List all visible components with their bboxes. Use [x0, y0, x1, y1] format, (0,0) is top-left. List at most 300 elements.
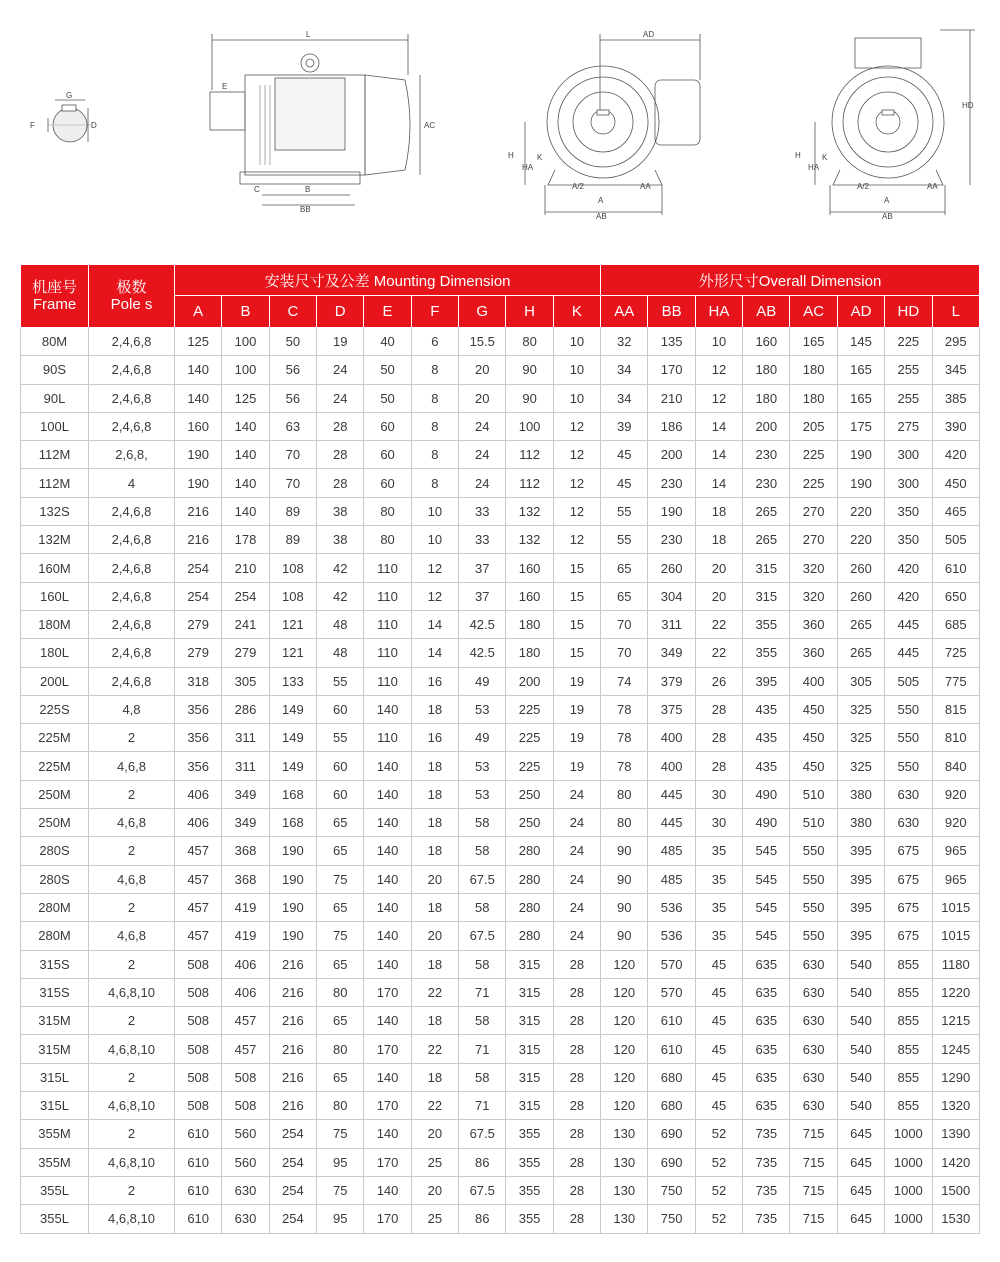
dimension-cell: 508 — [175, 978, 222, 1006]
dimension-cell: 75 — [317, 1176, 364, 1204]
dimension-cell: 80 — [317, 978, 364, 1006]
dimension-cell: 58 — [459, 1063, 506, 1091]
dimension-cell: 65 — [317, 950, 364, 978]
dimension-cell: 55 — [601, 497, 648, 525]
dimension-cell: 58 — [459, 809, 506, 837]
frame-cell: 100L — [21, 412, 89, 440]
dimension-cell: 34 — [601, 356, 648, 384]
dimension-cell: 60 — [317, 752, 364, 780]
dimension-cell: 160 — [175, 412, 222, 440]
dimension-cell: 78 — [601, 752, 648, 780]
dimension-cell: 60 — [364, 469, 411, 497]
dimension-cell: 16 — [411, 724, 458, 752]
dimension-cell: 18 — [411, 780, 458, 808]
dimension-cell: 260 — [837, 554, 884, 582]
dimension-cell: 28 — [695, 724, 742, 752]
dimension-cell: 24 — [459, 441, 506, 469]
end-view-drawing — [795, 30, 975, 221]
dimension-cell: 355 — [743, 610, 790, 638]
dimension-cell: 90 — [506, 356, 553, 384]
dimension-cell: 149 — [269, 724, 316, 752]
dimension-cell: 8 — [411, 469, 458, 497]
dimension-cell: 254 — [269, 1120, 316, 1148]
dimension-cell: 385 — [932, 384, 980, 412]
dimension-cell: 19 — [553, 667, 600, 695]
column-header-ac: AC — [790, 296, 837, 328]
dimension-cell: 355 — [743, 639, 790, 667]
dimension-cell: 630 — [885, 809, 932, 837]
table-row — [21, 809, 980, 837]
dimension-cell: 53 — [459, 752, 506, 780]
dimension-cell: 355 — [506, 1205, 553, 1233]
dimension-cell: 254 — [175, 582, 222, 610]
poles-cell: 4,6,8,10 — [89, 1035, 175, 1063]
dimension-cell: 345 — [932, 356, 980, 384]
dimension-cell: 30 — [695, 780, 742, 808]
dimension-cell: 100 — [222, 328, 269, 356]
side-view-drawing — [210, 30, 435, 214]
end-label-ab: AB — [882, 212, 893, 221]
dimension-cell: 50 — [364, 356, 411, 384]
dimension-cell: 25 — [411, 1205, 458, 1233]
end-label-h: H — [795, 151, 801, 160]
dimension-cell: 225 — [790, 469, 837, 497]
dimension-cell: 112 — [506, 441, 553, 469]
dimension-cell: 540 — [837, 978, 884, 1006]
dimension-cell: 630 — [790, 1035, 837, 1063]
dimension-cell: 645 — [837, 1176, 884, 1204]
dimension-cell: 735 — [743, 1120, 790, 1148]
dimension-cell: 550 — [885, 695, 932, 723]
dimension-cell: 355 — [506, 1176, 553, 1204]
dimension-cell: 33 — [459, 497, 506, 525]
dimension-cell: 24 — [317, 356, 364, 384]
overall-dimension-header: 外形尺寸Overall Dimension — [601, 265, 980, 296]
dimension-cell: 368 — [222, 837, 269, 865]
frame-cell: 80M — [21, 328, 89, 356]
dimension-cell: 55 — [317, 724, 364, 752]
dimension-cell: 130 — [601, 1205, 648, 1233]
dimension-cell: 311 — [222, 752, 269, 780]
dimension-cell: 216 — [269, 1007, 316, 1035]
dimension-cell: 58 — [459, 837, 506, 865]
dimension-cell: 133 — [269, 667, 316, 695]
dimension-cell: 735 — [743, 1205, 790, 1233]
dimension-cell: 545 — [743, 865, 790, 893]
dimension-cell: 121 — [269, 610, 316, 638]
dimension-cell: 225 — [790, 441, 837, 469]
dimension-cell: 510 — [790, 780, 837, 808]
dimension-cell: 33 — [459, 526, 506, 554]
dimension-cell: 610 — [175, 1148, 222, 1176]
dimension-cell: 280 — [506, 837, 553, 865]
dimension-cell: 295 — [932, 328, 980, 356]
dimension-cell: 42 — [317, 554, 364, 582]
column-header-aa: AA — [601, 296, 648, 328]
dimension-cell: 14 — [695, 469, 742, 497]
dimension-cell: 400 — [790, 667, 837, 695]
shaft-section-drawing — [30, 91, 97, 142]
dimension-cell: 40 — [364, 328, 411, 356]
dimension-cell: 42.5 — [459, 639, 506, 667]
dimension-cell: 22 — [695, 639, 742, 667]
dimension-cell: 28 — [317, 412, 364, 440]
dimension-cell: 15 — [553, 610, 600, 638]
dimension-cell: 445 — [648, 780, 695, 808]
dimension-cell: 505 — [885, 667, 932, 695]
side-label-c: C — [254, 185, 260, 194]
dimension-cell: 53 — [459, 780, 506, 808]
dimension-cell: 1015 — [932, 893, 980, 921]
dimension-cell: 52 — [695, 1148, 742, 1176]
dimension-cell: 190 — [269, 922, 316, 950]
dimension-cell: 645 — [837, 1120, 884, 1148]
dimension-cell: 74 — [601, 667, 648, 695]
dimension-cell: 20 — [695, 582, 742, 610]
dimension-cell: 545 — [743, 837, 790, 865]
dimension-cell: 305 — [222, 667, 269, 695]
frame-cell: 315S — [21, 950, 89, 978]
dimension-cell: 180 — [790, 384, 837, 412]
dimension-cell: 190 — [269, 865, 316, 893]
dimension-cell: 279 — [175, 610, 222, 638]
dimension-cell: 67.5 — [459, 1176, 506, 1204]
dimension-cell: 715 — [790, 1205, 837, 1233]
dimension-cell: 379 — [648, 667, 695, 695]
dimension-cell: 965 — [932, 865, 980, 893]
dimension-cell: 112 — [506, 469, 553, 497]
dimension-cell: 18 — [695, 526, 742, 554]
dimension-cell: 8 — [411, 412, 458, 440]
dimension-cell: 265 — [743, 526, 790, 554]
dimension-cell: 550 — [885, 724, 932, 752]
dimension-cell: 210 — [648, 384, 695, 412]
dimension-cell: 90 — [601, 837, 648, 865]
dimension-cell: 1245 — [932, 1035, 980, 1063]
dimension-cell: 395 — [837, 865, 884, 893]
poles-header-en: Pole s — [110, 296, 153, 313]
dimension-cell: 216 — [269, 978, 316, 1006]
dimension-cell: 63 — [269, 412, 316, 440]
dimension-cell: 855 — [885, 1092, 932, 1120]
table-row — [21, 752, 980, 780]
table-row — [21, 1007, 980, 1035]
dimension-cell: 140 — [175, 356, 222, 384]
dimension-cell: 10 — [553, 384, 600, 412]
dimension-cell: 80 — [601, 780, 648, 808]
dimension-cell: 22 — [411, 1035, 458, 1063]
dimension-cell: 840 — [932, 752, 980, 780]
dimension-cell: 395 — [837, 893, 884, 921]
dimension-cell: 635 — [743, 1035, 790, 1063]
dimension-cell: 216 — [269, 950, 316, 978]
dimension-cell: 445 — [885, 610, 932, 638]
dimension-cell: 108 — [269, 582, 316, 610]
dimension-cell: 275 — [885, 412, 932, 440]
dimension-cell: 175 — [837, 412, 884, 440]
dimension-cell: 168 — [269, 780, 316, 808]
dimension-cell: 220 — [837, 497, 884, 525]
dimension-cell: 18 — [411, 809, 458, 837]
dimension-cell: 635 — [743, 978, 790, 1006]
dimension-cell: 24 — [459, 412, 506, 440]
dimension-cell: 230 — [648, 469, 695, 497]
dimension-cell: 24 — [553, 893, 600, 921]
dimension-cell: 121 — [269, 639, 316, 667]
poles-cell: 4,6,8,10 — [89, 1205, 175, 1233]
dimension-cell: 24 — [553, 865, 600, 893]
dimension-cell: 1000 — [885, 1205, 932, 1233]
dimension-cell: 14 — [411, 610, 458, 638]
dimension-cell: 8 — [411, 441, 458, 469]
dimension-cell: 100 — [222, 356, 269, 384]
dimension-cell: 16 — [411, 667, 458, 695]
dimension-cell: 190 — [175, 469, 222, 497]
dimension-cell: 170 — [364, 1035, 411, 1063]
side-label-l: L — [306, 30, 311, 39]
frame-cell: 315L — [21, 1063, 89, 1091]
frame-header-en: Frame — [32, 296, 77, 313]
dimension-cell: 200 — [648, 441, 695, 469]
dimension-cell: 855 — [885, 1063, 932, 1091]
dimension-cell: 180 — [743, 356, 790, 384]
dimension-cell: 855 — [885, 950, 932, 978]
dimension-cell: 610 — [175, 1176, 222, 1204]
dimension-cell: 186 — [648, 412, 695, 440]
dimension-cell: 18 — [411, 1007, 458, 1035]
dimension-cell: 420 — [885, 554, 932, 582]
dimension-cell: 130 — [601, 1120, 648, 1148]
dimension-cell: 170 — [364, 1205, 411, 1233]
dimension-cell: 1000 — [885, 1120, 932, 1148]
dimension-cell: 90 — [601, 922, 648, 950]
table-row — [21, 412, 980, 440]
dimension-cell: 390 — [932, 412, 980, 440]
dimension-cell: 630 — [790, 1063, 837, 1091]
dimension-cell: 80 — [601, 809, 648, 837]
dimension-cell: 12 — [695, 384, 742, 412]
dimension-cell: 675 — [885, 922, 932, 950]
dimension-cell: 18 — [411, 752, 458, 780]
header-row-groups — [21, 265, 980, 296]
dimension-cell: 485 — [648, 865, 695, 893]
dimension-cell: 225 — [506, 752, 553, 780]
dimension-cell: 450 — [790, 752, 837, 780]
dimension-cell: 560 — [222, 1120, 269, 1148]
dimension-cell: 550 — [885, 752, 932, 780]
dimension-cell: 65 — [317, 1007, 364, 1035]
dimension-cell: 60 — [317, 695, 364, 723]
dimension-cell: 505 — [932, 526, 980, 554]
front-label-a: A — [598, 196, 604, 205]
dimension-cell: 200 — [506, 667, 553, 695]
dimension-cell: 490 — [743, 809, 790, 837]
dimension-cell: 75 — [317, 865, 364, 893]
dimension-cell: 165 — [837, 384, 884, 412]
dimension-cell: 140 — [364, 1120, 411, 1148]
dimension-cell: 140 — [364, 780, 411, 808]
dimension-cell: 775 — [932, 667, 980, 695]
dimension-cell: 24 — [553, 922, 600, 950]
dimension-cell: 255 — [885, 384, 932, 412]
dimension-cell: 210 — [222, 554, 269, 582]
frame-cell: 355L — [21, 1205, 89, 1233]
dimension-cell: 19 — [553, 724, 600, 752]
dimension-cell: 550 — [790, 865, 837, 893]
dimension-cell: 265 — [743, 497, 790, 525]
dimension-cell: 570 — [648, 978, 695, 1006]
dimension-cell: 855 — [885, 978, 932, 1006]
dimension-cell: 536 — [648, 893, 695, 921]
table-row — [21, 639, 980, 667]
dimension-cell: 35 — [695, 865, 742, 893]
shaft-label-f: F — [30, 121, 35, 130]
dimension-cell: 350 — [885, 526, 932, 554]
dimension-cell: 45 — [695, 978, 742, 1006]
dimension-cell: 1015 — [932, 922, 980, 950]
frame-cell: 355M — [21, 1148, 89, 1176]
poles-cell: 4,6,8 — [89, 865, 175, 893]
dimension-cell: 715 — [790, 1148, 837, 1176]
column-header-l: L — [932, 296, 980, 328]
table-row — [21, 610, 980, 638]
dimension-cell: 14 — [695, 441, 742, 469]
dimension-cell: 120 — [601, 1063, 648, 1091]
dimension-cell: 325 — [837, 724, 884, 752]
dimension-cell: 250 — [506, 809, 553, 837]
dimension-cell: 320 — [790, 554, 837, 582]
frame-cell: 355L — [21, 1176, 89, 1204]
dimension-cell: 355 — [506, 1148, 553, 1176]
dimension-cell: 10 — [695, 328, 742, 356]
shaft-label-d: D — [91, 121, 97, 130]
dimension-cell: 715 — [790, 1176, 837, 1204]
poles-cell: 2 — [89, 950, 175, 978]
dimension-cell: 349 — [222, 780, 269, 808]
dimension-cell: 630 — [790, 950, 837, 978]
dimension-cell: 110 — [364, 724, 411, 752]
dimension-cell: 690 — [648, 1120, 695, 1148]
column-header-ab: AB — [743, 296, 790, 328]
dimension-cell: 67.5 — [459, 922, 506, 950]
dimension-cell: 225 — [506, 724, 553, 752]
dimension-cell: 15 — [553, 554, 600, 582]
dimension-cell: 560 — [222, 1148, 269, 1176]
dimension-cell: 1220 — [932, 978, 980, 1006]
dimension-cell: 610 — [175, 1205, 222, 1233]
dimension-cell: 65 — [601, 554, 648, 582]
frame-cell: 225S — [21, 695, 89, 723]
frame-cell: 160L — [21, 582, 89, 610]
frame-header-cn: 机座号 — [31, 279, 77, 296]
dimension-cell: 55 — [601, 526, 648, 554]
dimension-cell: 32 — [601, 328, 648, 356]
dimension-cell: 140 — [364, 1176, 411, 1204]
dimension-cell: 350 — [885, 497, 932, 525]
dimension-cell: 610 — [648, 1007, 695, 1035]
column-header-d: D — [317, 296, 364, 328]
dimension-cell: 42.5 — [459, 610, 506, 638]
dimension-cell: 375 — [648, 695, 695, 723]
dimension-cell: 125 — [175, 328, 222, 356]
dimension-cell: 28 — [553, 950, 600, 978]
dimension-cell: 71 — [459, 978, 506, 1006]
dimension-cell: 130 — [601, 1176, 648, 1204]
dimension-cell: 108 — [269, 554, 316, 582]
poles-cell: 4 — [89, 469, 175, 497]
dimension-cell: 170 — [648, 356, 695, 384]
poles-cell: 4,8 — [89, 695, 175, 723]
dimension-cell: 135 — [648, 328, 695, 356]
dimension-cell: 315 — [506, 950, 553, 978]
dimension-cell: 24 — [553, 780, 600, 808]
dimension-cell: 165 — [790, 328, 837, 356]
poles-cell: 2 — [89, 1007, 175, 1035]
frame-cell: 180L — [21, 639, 89, 667]
dimension-cell: 12 — [553, 497, 600, 525]
dimension-cell: 28 — [553, 1120, 600, 1148]
dimension-cell: 254 — [269, 1148, 316, 1176]
table-row — [21, 978, 980, 1006]
dimension-cell: 395 — [837, 837, 884, 865]
dimension-cell: 125 — [222, 384, 269, 412]
dimension-cell: 110 — [364, 610, 411, 638]
dimension-cell: 65 — [317, 837, 364, 865]
dimension-cell: 920 — [932, 780, 980, 808]
table-row — [21, 667, 980, 695]
dimension-cell: 450 — [790, 695, 837, 723]
dimension-cell: 12 — [553, 441, 600, 469]
dimension-cell: 18 — [411, 695, 458, 723]
dimension-cell: 225 — [885, 328, 932, 356]
poles-cell: 2 — [89, 780, 175, 808]
dimension-cell: 140 — [364, 893, 411, 921]
dimension-cell: 170 — [364, 1092, 411, 1120]
dimension-cell: 450 — [790, 724, 837, 752]
dimension-cell: 540 — [837, 950, 884, 978]
dimension-cell: 356 — [175, 724, 222, 752]
dimension-cell: 140 — [364, 922, 411, 950]
column-header-c: C — [269, 296, 316, 328]
dimension-cell: 58 — [459, 1007, 506, 1035]
dimension-cell: 140 — [364, 809, 411, 837]
table-row — [21, 384, 980, 412]
dimension-cell: 610 — [932, 554, 980, 582]
dimension-cell: 20 — [459, 356, 506, 384]
dimension-cell: 165 — [837, 356, 884, 384]
poles-cell: 2,4,6,8 — [89, 328, 175, 356]
table-row — [21, 469, 980, 497]
table-row — [21, 1035, 980, 1063]
shaft-label-g: G — [66, 91, 73, 100]
dimension-cell: 419 — [222, 922, 269, 950]
dimension-cell: 360 — [790, 639, 837, 667]
dimension-cell: 80 — [364, 497, 411, 525]
front-label-ad: AD — [643, 30, 655, 39]
poles-cell: 2,4,6,8 — [89, 667, 175, 695]
dimension-cell: 750 — [648, 1176, 695, 1204]
dimension-cell: 680 — [648, 1063, 695, 1091]
table-row — [21, 950, 980, 978]
dimension-cell: 457 — [222, 1035, 269, 1063]
dimension-cell: 420 — [885, 582, 932, 610]
dimension-cell: 190 — [269, 837, 316, 865]
dimension-cell: 270 — [790, 526, 837, 554]
dimension-cell: 645 — [837, 1148, 884, 1176]
dimension-cell: 457 — [222, 1007, 269, 1035]
column-header-b: B — [222, 296, 269, 328]
poles-cell: 2,4,6,8 — [89, 356, 175, 384]
